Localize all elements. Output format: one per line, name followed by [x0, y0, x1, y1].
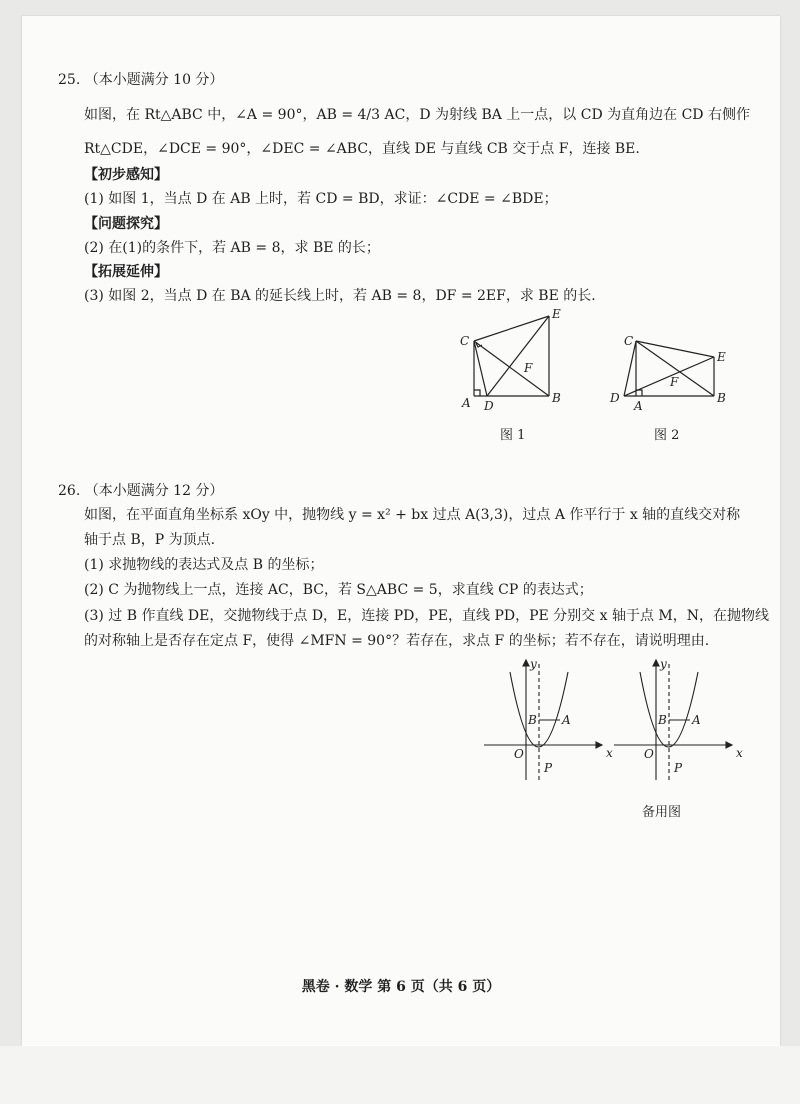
axis-label: y — [660, 657, 667, 671]
point-label: O — [514, 747, 524, 761]
stem-line: 如图，在平面直角坐标系 xOy 中，抛物线 y = x² + bx 过点 A(3,3)，过点 A 作平行于 x 轴的直线交对称 — [84, 507, 741, 523]
parabola-graph-1 — [482, 652, 612, 786]
point-label: A — [562, 713, 571, 727]
point-label: B — [528, 713, 537, 727]
question-number: 26. — [58, 483, 81, 499]
point-label: C — [460, 334, 470, 348]
point-label: F — [670, 375, 679, 389]
figure-caption: 图 2 — [654, 428, 680, 443]
point-label: A — [692, 713, 701, 727]
part-3: (3) 过 B 作直线 DE，交抛物线于点 D，E，连接 PD，PE，直线 PD，PE 分别交 x 轴于点 M，N，在抛物线 — [84, 608, 770, 624]
point-label: O — [644, 747, 654, 761]
section-title: 【初步感知】 — [84, 167, 168, 183]
question-header: （本小题满分 10 分） — [84, 72, 224, 88]
stem-line: 轴于点 B，P 为顶点. — [84, 532, 216, 548]
point-label: C — [624, 334, 634, 348]
point-label: D — [484, 399, 494, 413]
point-label: E — [552, 307, 561, 321]
exam-page — [22, 16, 780, 1046]
figure-caption: 图 1 — [500, 428, 526, 443]
point-label: P — [674, 761, 683, 775]
question-number: 25. — [58, 72, 81, 88]
page-footer: 黑卷 · 数学 第 6 页（共 6 页） — [301, 979, 501, 995]
part-2: (2) C 为抛物线上一点，连接 AC，BC，若 S△ABC = 5，求直线 CP 的表达式； — [84, 582, 593, 598]
point-label: F — [524, 361, 533, 375]
point-label: B — [717, 391, 726, 405]
part-3: (3) 如图 2，当点 D 在 BA 的延长线上时，若 AB = 8，DF = 2EF，求 BE 的长. — [84, 288, 596, 304]
point-label: B — [552, 391, 561, 405]
figure-caption: 备用图 — [642, 805, 682, 820]
figure-1 — [452, 306, 582, 450]
scan-margin — [0, 1046, 800, 1104]
figure-2 — [606, 306, 746, 450]
point-label: E — [717, 350, 726, 364]
axis-label: x — [736, 746, 743, 760]
parabola-graph-2 — [612, 652, 743, 820]
part-3: 的对称轴上是否存在定点 F，使得 ∠MFN = 90°？若存在，求点 F 的坐标；若不存在，请说明理由. — [84, 633, 710, 649]
part-1: (1) 如图 1，当点 D 在 AB 上时，若 CD = BD，求证：∠CDE = ∠BDE； — [84, 191, 558, 207]
point-label: B — [658, 713, 667, 727]
section-title: 【拓展延伸】 — [84, 264, 168, 280]
point-label: A — [462, 396, 471, 410]
part-1: (1) 求抛物线的表达式及点 B 的坐标； — [84, 557, 324, 573]
stem-line: Rt△CDE，∠DCE = 90°，∠DEC = ∠ABC，直线 DE 与直线 CB 交于点 F，连接 BE. — [84, 141, 640, 157]
point-label: A — [634, 399, 643, 413]
stem-line: 如图，在 Rt△ABC 中，∠A = 90°，AB = 4/3 AC，D 为射线 BA 上一点，以 CD 为直角边在 CD 右侧作 — [84, 107, 750, 123]
section-title: 【问题探究】 — [84, 216, 168, 232]
point-label: D — [610, 391, 620, 405]
question-header: （本小题满分 12 分） — [84, 483, 224, 499]
point-label: P — [544, 761, 553, 775]
axis-label: x — [606, 746, 613, 760]
axis-label: y — [530, 657, 537, 671]
part-2: (2) 在(1)的条件下，若 AB = 8，求 BE 的长； — [84, 240, 380, 256]
